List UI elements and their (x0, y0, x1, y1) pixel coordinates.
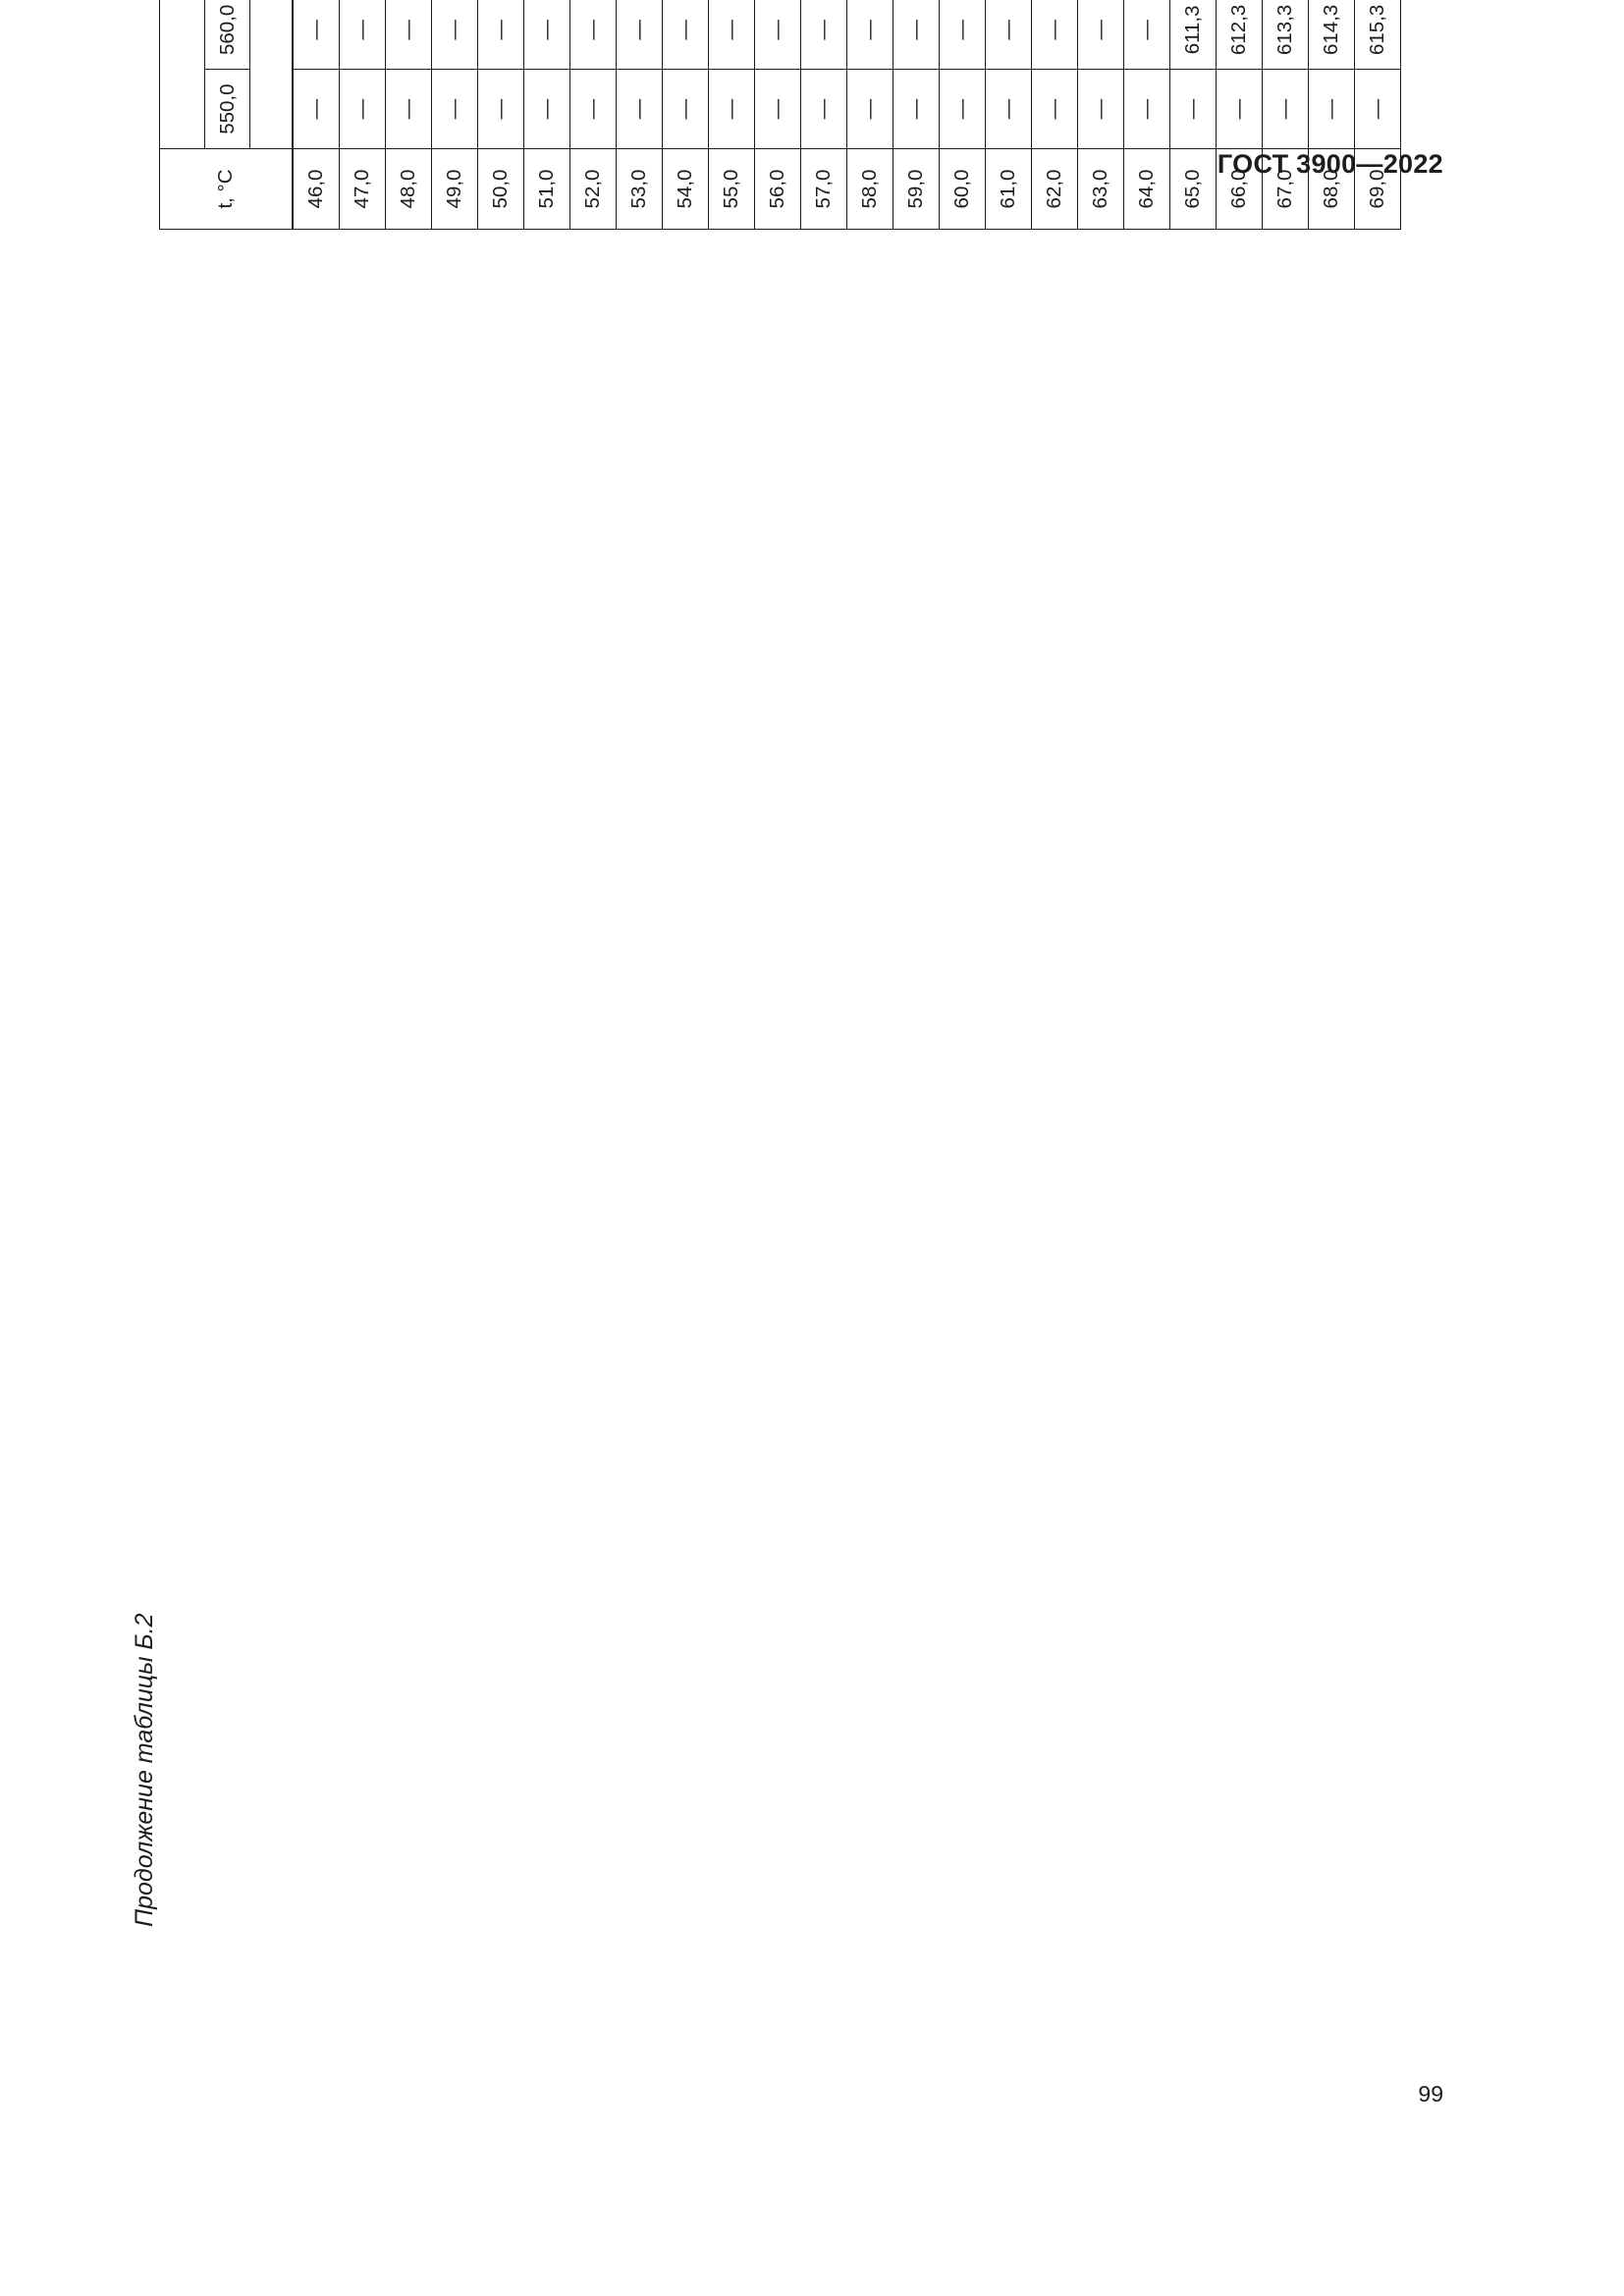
table-row (893, 0, 940, 230)
temperature-cell: 53,0 (617, 149, 663, 230)
temperature-cell: 68,0 (1309, 149, 1355, 230)
density-value-cell: — (1263, 70, 1309, 149)
table-row (1170, 0, 1217, 230)
temperature-cell: 66,0 (1217, 149, 1263, 230)
table-row (570, 0, 617, 230)
density-value-cell: — (940, 70, 986, 149)
temperature-cell: 62,0 (1032, 149, 1078, 230)
density-value-cell: — (524, 70, 570, 149)
table-row (1263, 0, 1309, 230)
temperature-cell: 54,0 (663, 149, 709, 230)
density-value-cell: — (293, 0, 340, 70)
density-value-cell: — (1355, 70, 1401, 149)
temperature-cell: 48,0 (386, 149, 432, 230)
temperature-cell: 50,0 (478, 149, 524, 230)
table-row (340, 0, 386, 230)
page-number: 99 (1418, 2081, 1443, 2107)
density-value-cell: — (1078, 0, 1124, 70)
density-value-cell: — (617, 0, 663, 70)
density-value-cell: — (847, 70, 893, 149)
table-row (755, 0, 801, 230)
temperature-cell: 61,0 (986, 149, 1032, 230)
temperature-cell: 49,0 (432, 149, 478, 230)
temperature-cell: 67,0 (1263, 149, 1309, 230)
table-row (293, 0, 340, 230)
temp-column-header: t, °C (160, 149, 294, 230)
table-row (1355, 0, 1401, 230)
temperature-cell: 69,0 (1355, 149, 1401, 230)
density-value-cell: — (1124, 70, 1170, 149)
temperature-cell: 60,0 (940, 149, 986, 230)
density-value-cell: — (1032, 0, 1078, 70)
table-row (1078, 0, 1124, 230)
table-row (986, 0, 1032, 230)
group-header (160, 0, 205, 149)
density-value-cell: — (340, 70, 386, 149)
temperature-cell: 64,0 (1124, 149, 1170, 230)
density-value-cell: — (386, 70, 432, 149)
density-value-cell: — (1032, 70, 1078, 149)
density-value-cell: — (432, 0, 478, 70)
temperature-cell: 65,0 (1170, 149, 1217, 230)
density-value-cell: — (570, 70, 617, 149)
density-value-cell: — (478, 0, 524, 70)
density-value-cell: — (940, 0, 986, 70)
table-row (663, 0, 709, 230)
density-value-cell: — (1170, 70, 1217, 149)
rotated-table (159, 0, 1401, 230)
density-value-cell: — (1124, 0, 1170, 70)
density-value-cell: — (386, 0, 432, 70)
table-row (386, 0, 432, 230)
density-value-cell: — (1078, 70, 1124, 149)
table-row (1124, 0, 1170, 230)
table-row (432, 0, 478, 230)
table-row (478, 0, 524, 230)
temperature-cell: 55,0 (709, 149, 755, 230)
density-value-cell: 612,3 (1217, 0, 1263, 70)
table-row (847, 0, 893, 230)
temperature-cell: 46,0 (293, 149, 340, 230)
density-value-cell: — (663, 70, 709, 149)
density-header-cell: 560,0 (205, 0, 250, 70)
density-value-cell: — (847, 0, 893, 70)
table-row (617, 0, 663, 230)
density-value-cell: — (709, 0, 755, 70)
temperature-cell: 59,0 (893, 149, 940, 230)
table-header-row (160, 0, 205, 230)
density-value-cell: — (893, 70, 940, 149)
density-value-cell: — (570, 0, 617, 70)
density-value-cell: — (755, 0, 801, 70)
table-row (524, 0, 570, 230)
density-value-cell: 611,3 (1170, 0, 1217, 70)
table-row (709, 0, 755, 230)
density-value-cell: — (801, 70, 847, 149)
temperature-cell: 58,0 (847, 149, 893, 230)
density-value-cell: — (524, 0, 570, 70)
document-code: ГОСТ 3900—2022 (1217, 149, 1443, 179)
temperature-cell: 51,0 (524, 149, 570, 230)
table-row (1309, 0, 1355, 230)
temperature-cell: 57,0 (801, 149, 847, 230)
table-row (940, 0, 986, 230)
density-value-cell: — (755, 70, 801, 149)
density-value-cell: — (709, 70, 755, 149)
density-value-cell: — (478, 70, 524, 149)
units-header (250, 0, 294, 149)
density-value-cell: 613,3 (1263, 0, 1309, 70)
density-value-cell: — (986, 0, 1032, 70)
density-value-cell: — (1309, 70, 1355, 149)
density-value-cell: — (801, 0, 847, 70)
density-value-cell: — (617, 70, 663, 149)
temperature-cell: 47,0 (340, 149, 386, 230)
temperature-cell: 56,0 (755, 149, 801, 230)
table-row (1032, 0, 1078, 230)
temperature-cell: 52,0 (570, 149, 617, 230)
density-value-cell: — (432, 70, 478, 149)
density-value-cell: 615,3 (1355, 0, 1401, 70)
density-value-cell: — (986, 70, 1032, 149)
density-value-cell: — (663, 0, 709, 70)
table-caption-text: Продолжение таблицы Б.2 (131, 1613, 158, 1927)
table-row (801, 0, 847, 230)
density-table (159, 0, 1401, 230)
density-value-cell: — (1217, 70, 1263, 149)
density-value-cell: 614,3 (1309, 0, 1355, 70)
density-value-cell: — (293, 70, 340, 149)
density-value-cell: — (340, 0, 386, 70)
table-row (1217, 0, 1263, 230)
temperature-cell: 63,0 (1078, 149, 1124, 230)
density-value-cell: — (893, 0, 940, 70)
density-header-cell: 550,0 (205, 70, 250, 149)
